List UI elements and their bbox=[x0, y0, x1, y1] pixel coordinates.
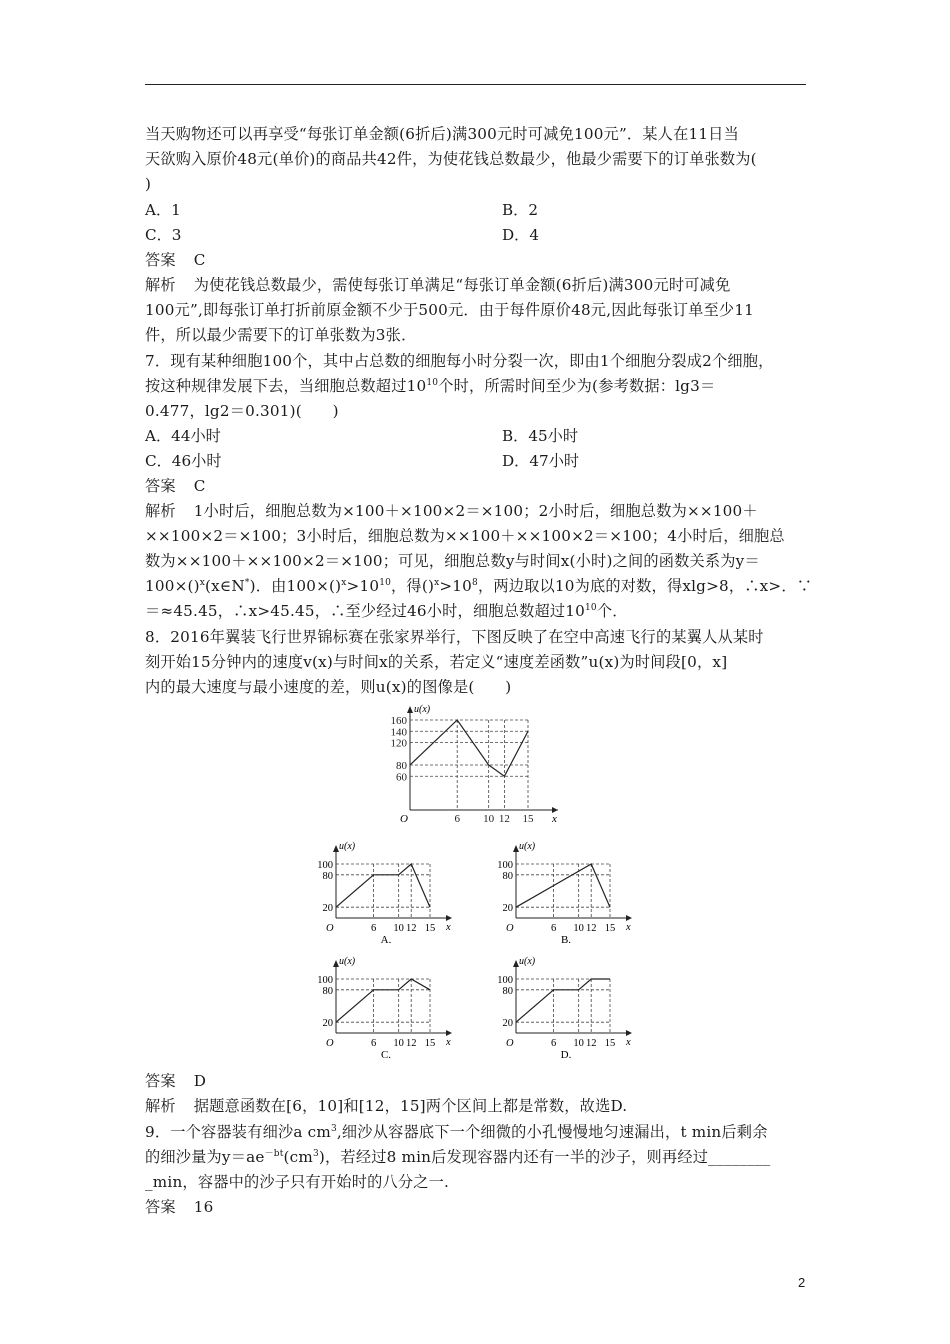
x-tick-label: 6 bbox=[370, 1038, 377, 1049]
velocity-curve bbox=[410, 720, 528, 776]
superscript: 10 bbox=[426, 378, 439, 388]
text: 个． bbox=[596, 602, 628, 620]
q7-analysis-line-5 bbox=[145, 601, 628, 621]
q6-stem-line-3: ) bbox=[145, 175, 152, 193]
y-tick-label: 20 bbox=[322, 903, 333, 915]
q6-stem-line-1: 当天购物还可以再享受“每张订单金额(6折后)满300元时可减免100元”．某人在11日当 bbox=[145, 125, 739, 143]
q6-analysis-line-1 bbox=[145, 275, 730, 295]
y-tick-label: 60 bbox=[396, 771, 407, 784]
text: )，若经过8 min后发现容器内还有一半的沙子，则再经过________ bbox=[318, 1148, 771, 1166]
y-tick-label: 20 bbox=[502, 903, 513, 915]
answer-label: 答案 bbox=[145, 1072, 176, 1090]
analysis-text: 1小时后，细胞总数为×100＋×100×2＝×100；2小时后，细胞总数为××100＋ bbox=[193, 502, 758, 520]
option-label: D. bbox=[560, 1049, 572, 1060]
text: ＝≈45.45，∴x>45.45，∴至少经过46小时，细胞总数超过10 bbox=[145, 602, 585, 620]
answer-value: D bbox=[193, 1072, 207, 1090]
x-tick-label: 6 bbox=[550, 1038, 557, 1049]
option-curve bbox=[336, 979, 430, 1022]
text: >10 bbox=[439, 577, 473, 595]
x-tick-label: 10 bbox=[483, 813, 495, 824]
q6-stem-line-2: 天欲购入原价48元(单价)的商品共42件，为使花钱总数最少，他最少需要下的订单张数为( bbox=[145, 150, 757, 168]
q9-answer bbox=[145, 1197, 214, 1217]
q7-stem-line-1: 7．现有某种细胞100个，其中占总数的细胞每小时分裂一次，即由1个细胞分裂成2个细胞， bbox=[145, 352, 774, 370]
q7-analysis-line-1 bbox=[145, 501, 758, 521]
y-tick-label: 80 bbox=[322, 985, 333, 997]
x-tick-label: 10 bbox=[573, 923, 584, 934]
option-d-graph bbox=[492, 950, 642, 1060]
analysis-label: 解析 bbox=[145, 1097, 176, 1115]
q6-option-b: B．2 bbox=[502, 201, 539, 219]
option-b-graph bbox=[492, 835, 642, 945]
y-axis-label: u(x) bbox=[339, 956, 356, 967]
y-tick-label: 20 bbox=[322, 1018, 333, 1030]
origin-label: O bbox=[400, 813, 408, 824]
y-tick-label: 100 bbox=[497, 975, 513, 986]
q7-analysis-line-4 bbox=[145, 576, 812, 596]
q8-answer bbox=[145, 1071, 206, 1091]
y-axis-label: u(x) bbox=[519, 956, 536, 967]
answer-value: C bbox=[193, 477, 206, 495]
q7-stem-line-3: 0.477，lg2＝0.301)( ) bbox=[145, 402, 339, 420]
x-tick-label: 10 bbox=[393, 923, 404, 934]
answer-value: C bbox=[193, 251, 206, 269]
x-tick-label: 12 bbox=[585, 923, 597, 934]
analysis-text: 为使花钱总数最少，需使每张订单满足“每张订单金额(6折后)满300元时可减免 bbox=[193, 276, 731, 294]
y-tick-label: 120 bbox=[390, 737, 407, 750]
y-tick-label: 100 bbox=[497, 860, 513, 871]
x-axis-label: x bbox=[626, 1037, 631, 1048]
q8-analysis-line-1 bbox=[145, 1096, 627, 1116]
x-tick-label: 15 bbox=[424, 1038, 436, 1049]
q6-analysis-line-2: 100元”,即每张订单打折前原金额不少于500元．由于每件原价48元,因此每张订单至少11 bbox=[145, 301, 755, 319]
x-axis-arrow bbox=[446, 915, 452, 921]
superscript: 3 bbox=[312, 1149, 319, 1159]
text: (x∈N bbox=[205, 577, 245, 595]
answer-label: 答案 bbox=[145, 477, 176, 495]
option-curve bbox=[516, 979, 610, 1022]
x-tick-label: 15 bbox=[604, 1038, 616, 1049]
x-axis-label: x bbox=[446, 1037, 451, 1048]
option-c-graph bbox=[312, 950, 462, 1060]
q8-stem-line-1: 8．2016年翼装飞行世界锦标赛在张家界举行，下图反映了在空中高速飞行的某翼人从某时 bbox=[145, 628, 764, 646]
page-number: 2 bbox=[798, 1275, 806, 1290]
grid bbox=[516, 864, 610, 918]
q6-option-d: D．4 bbox=[502, 226, 540, 244]
text: )．由100×() bbox=[249, 577, 342, 595]
x-tick-label: 15 bbox=[522, 813, 534, 824]
superscript: 10 bbox=[585, 603, 597, 613]
text: 个时，所需时间至少为(参考数据：lg3＝ bbox=[438, 377, 716, 395]
x-axis-label: x bbox=[626, 922, 631, 933]
grid bbox=[336, 979, 430, 1033]
y-axis-label: u(x) bbox=[519, 841, 536, 852]
text: ,细沙从容器底下一个细微的小孔慢慢地匀速漏出，t min后剩余 bbox=[336, 1123, 768, 1141]
q7-option-c: C．46小时 bbox=[145, 452, 222, 470]
superscript: 10 bbox=[379, 578, 392, 588]
q9-stem-line-1 bbox=[145, 1122, 768, 1142]
x-tick-label: 12 bbox=[405, 1038, 417, 1049]
text: 9．一个容器装有细沙a cm bbox=[145, 1123, 331, 1141]
x-tick-label: 12 bbox=[585, 1038, 597, 1049]
grid bbox=[336, 864, 430, 918]
q7-answer bbox=[145, 476, 206, 496]
x-axis-label: x bbox=[552, 813, 557, 824]
answer-label: 答案 bbox=[145, 251, 176, 269]
option-a-graph bbox=[312, 835, 462, 945]
x-tick-label: 6 bbox=[370, 923, 377, 934]
q9-stem-line-2 bbox=[145, 1147, 770, 1167]
x-tick-label: 15 bbox=[604, 923, 616, 934]
option-label: C. bbox=[380, 1049, 392, 1060]
header-rule bbox=[145, 84, 806, 85]
y-tick-label: 80 bbox=[502, 870, 513, 882]
q6-option-c: C．3 bbox=[145, 226, 182, 244]
q7-option-d: D．47小时 bbox=[502, 452, 580, 470]
y-tick-label: 80 bbox=[322, 870, 333, 882]
x-tick-label: 10 bbox=[573, 1038, 584, 1049]
q6-analysis-line-3: 件，所以最少需要下的订单张数为3张． bbox=[145, 326, 417, 344]
option-curve bbox=[336, 864, 430, 907]
q7-analysis-line-3: 数为××100＋××100×2＝×100；可见，细胞总数y与时间x(小时)之间的函数关系为y＝ bbox=[145, 552, 760, 570]
text: 100×() bbox=[145, 577, 200, 595]
text: ，两边取以10为底的对数，得xlg>8，∴x>．∵ bbox=[477, 577, 813, 595]
x-axis-arrow bbox=[626, 1030, 632, 1036]
y-axis-label: u(x) bbox=[339, 841, 356, 852]
option-label: B. bbox=[560, 934, 572, 945]
y-axis-label: u(x) bbox=[414, 704, 431, 715]
q8-stem-line-2: 刻开始15分钟内的速度v(x)与时间x的关系，若定义“速度差函数”u(x)为时间段[0，x] bbox=[145, 653, 728, 671]
origin-label: O bbox=[506, 1038, 514, 1049]
x-tick-label: 12 bbox=[498, 813, 510, 824]
q7-option-a: A．44小时 bbox=[145, 427, 221, 445]
q8-stem-line-3: 内的最大速度与最小速度的差，则u(x)的图像是( ) bbox=[145, 678, 512, 696]
q7-analysis-line-2: ××100×2＝×100；3小时后，细胞总数为××100＋××100×2＝×100；4小时后，细胞总 bbox=[145, 527, 785, 545]
superscript: 3 bbox=[330, 1124, 337, 1134]
superscript: －bt bbox=[264, 1149, 284, 1159]
superscript: 8 bbox=[472, 578, 478, 588]
x-axis-arrow bbox=[446, 1030, 452, 1036]
superscript: x bbox=[341, 578, 347, 588]
y-tick-label: 160 bbox=[390, 715, 407, 727]
y-tick-label: 100 bbox=[317, 975, 333, 986]
text: 按这种规律发展下去，当细胞总数超过10 bbox=[145, 377, 427, 395]
answer-value: 16 bbox=[193, 1198, 214, 1216]
q7-stem-line-2 bbox=[145, 376, 715, 396]
analysis-label: 解析 bbox=[145, 502, 176, 520]
origin-label: O bbox=[506, 923, 514, 934]
analysis-text: 据题意函数在[6，10]和[12，15]两个区间上都是常数，故选D. bbox=[193, 1097, 628, 1115]
y-tick-label: 80 bbox=[396, 760, 407, 772]
option-label: A. bbox=[380, 934, 392, 945]
superscript: x bbox=[199, 578, 206, 588]
q6-answer bbox=[145, 250, 206, 270]
velocity-graph bbox=[378, 702, 568, 824]
q9-stem-line-3: _min，容器中的沙子只有开始时的八分之一. bbox=[145, 1173, 450, 1191]
text: >10 bbox=[346, 577, 380, 595]
q7-option-b: B．45小时 bbox=[502, 427, 579, 445]
text: (cm bbox=[283, 1148, 313, 1166]
x-tick-label: 6 bbox=[550, 923, 557, 934]
origin-label: O bbox=[326, 1038, 334, 1049]
x-tick-label: 10 bbox=[393, 1038, 404, 1049]
y-tick-label: 100 bbox=[317, 860, 333, 871]
y-tick-label: 20 bbox=[502, 1018, 513, 1030]
superscript: * bbox=[244, 578, 250, 588]
y-axis-arrow bbox=[407, 706, 413, 713]
superscript: x bbox=[434, 578, 440, 588]
answer-label: 答案 bbox=[145, 1198, 176, 1216]
origin-label: O bbox=[326, 923, 334, 934]
x-tick-label: 15 bbox=[424, 923, 436, 934]
text: 的细沙量为y＝ae bbox=[145, 1148, 265, 1166]
x-tick-label: 6 bbox=[454, 813, 460, 824]
option-curve bbox=[516, 864, 610, 907]
q6-option-a: A．1 bbox=[145, 201, 181, 219]
y-tick-label: 140 bbox=[390, 726, 407, 739]
x-tick-label: 12 bbox=[405, 923, 417, 934]
text: ，得() bbox=[391, 577, 435, 595]
grid bbox=[516, 979, 610, 1033]
y-tick-label: 80 bbox=[502, 985, 513, 997]
x-axis-label: x bbox=[446, 922, 451, 933]
x-axis-arrow bbox=[626, 915, 632, 921]
analysis-label: 解析 bbox=[145, 276, 176, 294]
